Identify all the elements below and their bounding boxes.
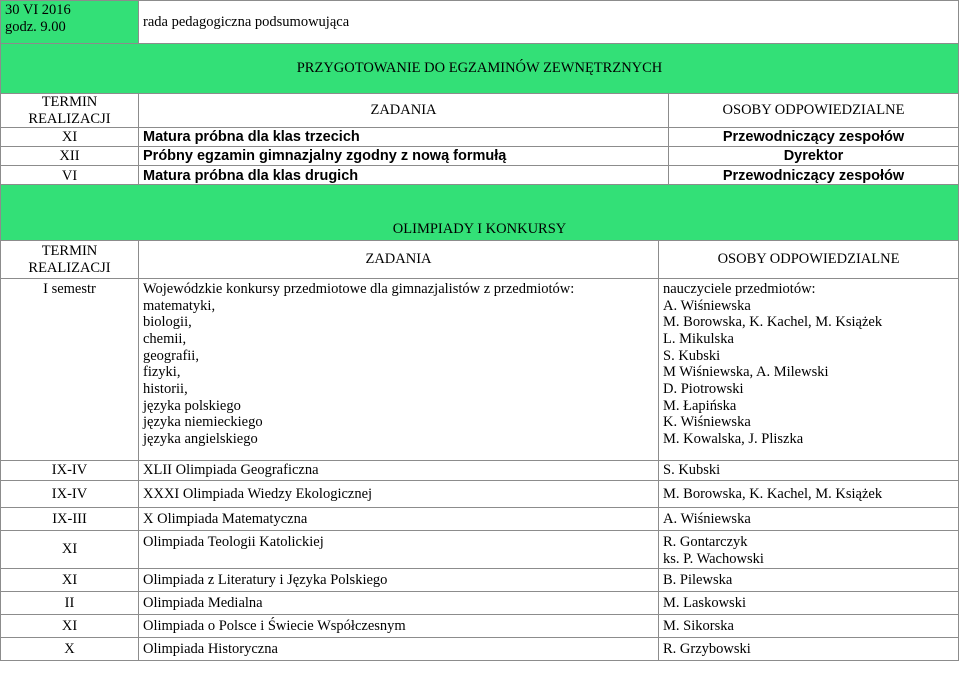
exam-task: Matura próbna dla klas drugich — [139, 166, 669, 186]
exam-term: XII — [1, 147, 139, 166]
semester-tasks — [139, 279, 659, 461]
subject: historii, — [143, 381, 188, 398]
exam-resp: Przewodniczący zespołów — [669, 166, 959, 186]
olympiad-term: IX-IV — [1, 461, 139, 481]
olympiad-term: IX-IV — [1, 481, 139, 508]
header-table — [0, 0, 959, 44]
subject: języka niemieckiego — [143, 414, 263, 431]
table-row — [1, 166, 959, 186]
olympiad-task: XLII Olimpiada Geograficzna — [139, 461, 659, 481]
exams-resp-header: OSOBY ODPOWIEDZIALNE — [669, 94, 959, 128]
subject-teacher: M. Łapińska — [663, 397, 737, 414]
semester-resp-intro: nauczyciele przedmiotów: — [663, 281, 816, 297]
subject: języka angielskiego — [143, 431, 258, 448]
exam-task: Matura próbna dla klas trzecich — [139, 128, 669, 147]
table-row — [1, 531, 959, 569]
subject-teacher: S. Kubski — [663, 347, 721, 364]
exam-resp: Dyrektor — [669, 147, 959, 166]
table-row — [1, 147, 959, 166]
subject: geografii, — [143, 347, 199, 364]
exam-task: Próbny egzamin gimnazjalny zgodny z nową formułą — [139, 147, 669, 166]
subject: chemii, — [143, 331, 187, 348]
olympiad-resp: S. Kubski — [659, 461, 959, 481]
olympiad-resp: R. Grzybowski — [659, 638, 959, 661]
semester-intro: Wojewódzkie konkursy przedmiotowe dla gimnazjalistów z przedmiotów: — [143, 281, 575, 297]
exams-title: PRZYGOTOWANIE DO EGZAMINÓW ZEWNĘTRZNYCH — [1, 44, 959, 94]
olympiad-term: XI — [1, 615, 139, 638]
subject-teacher: M. Borowska, K. Kachel, M. Książek — [663, 314, 883, 331]
semester-resp — [659, 279, 959, 461]
olympiad-task: Olimpiada Medialna — [139, 592, 659, 615]
olympiad-task: XXXI Olimpiada Wiedzy Ekologicznej — [139, 481, 659, 508]
olympiads-table — [0, 184, 959, 661]
exams-tasks-header: ZADANIA — [139, 94, 669, 128]
subject-teacher: M. Kowalska, J. Pliszka — [663, 431, 804, 448]
olympiad-resp: B. Pilewska — [659, 569, 959, 592]
olympiad-task: X Olimpiada Matematyczna — [139, 508, 659, 531]
olympiad-resp: M. Borowska, K. Kachel, M. Książek — [659, 481, 959, 508]
subject-teacher: A. Wiśniewska — [663, 297, 751, 314]
olympiad-term: XI — [1, 531, 139, 569]
exams-term-header-line1: TERMIN — [41, 94, 98, 110]
meeting-event: rada pedagogiczna podsumowująca — [139, 1, 959, 44]
olympiad-resp: M. Sikorska — [659, 615, 959, 638]
exam-resp: Przewodniczący zespołów — [669, 128, 959, 147]
olympiad-term: X — [1, 638, 139, 661]
subject-teacher: L. Mikulska — [663, 331, 734, 348]
olympiad-term: IX-III — [1, 508, 139, 531]
olympiad-resp-primary: R. Gontarczyk — [663, 534, 748, 550]
meeting-date-cell — [1, 1, 139, 44]
olympiads-resp-header: OSOBY ODPOWIEDZIALNE — [659, 241, 959, 279]
meeting-time: godz. 9.00 — [5, 18, 66, 35]
olympiads-term-header-line2: REALIZACJI — [28, 259, 111, 276]
table-row — [1, 615, 959, 638]
olympiads-title: OLIMPIADY I KONKURSY — [1, 185, 959, 241]
olympiad-resp: A. Wiśniewska — [659, 508, 959, 531]
olympiad-resp-secondary: ks. P. Wachowski — [663, 550, 764, 567]
olympiad-resp — [659, 531, 959, 569]
table-row — [1, 638, 959, 661]
semester-term: I semestr — [1, 279, 139, 461]
table-row — [1, 128, 959, 147]
table-row — [1, 461, 959, 481]
exams-term-header — [1, 94, 139, 128]
exam-term: XI — [1, 128, 139, 147]
subject-teacher: M Wiśniewska, A. Milewski — [663, 364, 829, 381]
olympiad-term: XI — [1, 569, 139, 592]
table-row — [1, 569, 959, 592]
exams-term-header-line2: REALIZACJI — [28, 110, 111, 127]
olympiads-term-header-line1: TERMIN — [41, 242, 98, 259]
olympiad-task: Olimpiada Teologii Katolickiej — [139, 531, 659, 569]
subject-teacher: K. Wiśniewska — [663, 414, 751, 431]
olympiads-tasks-header: ZADANIA — [139, 241, 659, 279]
table-row — [1, 279, 959, 461]
table-row — [1, 481, 959, 508]
olympiads-term-header — [1, 241, 139, 279]
olympiad-term: II — [1, 592, 139, 615]
subject: matematyki, — [143, 297, 216, 314]
meeting-date: 30 VI 2016 — [5, 2, 71, 18]
subject: biologii, — [143, 314, 192, 331]
exams-table — [0, 43, 959, 186]
subject: języka polskiego — [143, 397, 241, 414]
olympiad-task: Olimpiada Historyczna — [139, 638, 659, 661]
subject-teacher: D. Piotrowski — [663, 381, 744, 398]
table-row — [1, 508, 959, 531]
exam-term: VI — [1, 166, 139, 186]
olympiad-resp: M. Laskowski — [659, 592, 959, 615]
subject: fizyki, — [143, 364, 181, 381]
table-row — [1, 592, 959, 615]
olympiad-task: Olimpiada o Polsce i Świecie Współczesnym — [139, 615, 659, 638]
olympiad-task: Olimpiada z Literatury i Języka Polskiego — [139, 569, 659, 592]
